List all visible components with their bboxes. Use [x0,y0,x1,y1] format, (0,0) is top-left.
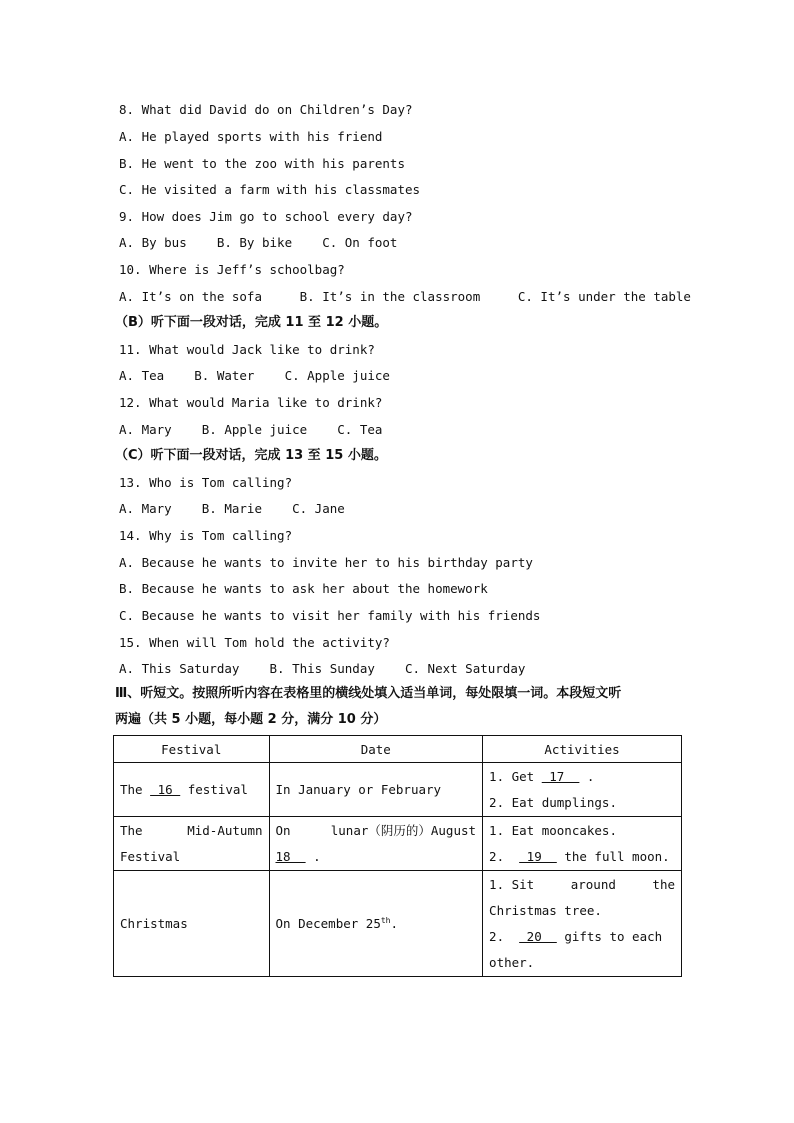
superscript: th [380,915,391,925]
table-row [114,871,682,977]
text: Mid-Autumn [187,822,263,838]
activity: 2. Eat dumplings. [489,794,617,810]
text: 2. [489,848,520,864]
option: A. He played sports with his friend [119,129,383,144]
text: The [120,782,151,797]
option: B. He went to the zoo with his parents [119,156,405,171]
header-activities: Activities [483,736,682,763]
activities-cell [483,871,682,977]
date-line [276,844,477,870]
text: On [275,822,291,838]
text: 1. Get [489,768,542,784]
date-cell [269,817,483,871]
table-header-row [114,736,682,763]
blank-17: 17 [541,768,580,784]
option-row: A. Tea B. Water C. Apple juice [119,368,390,383]
option-row: A. It’s on the sofa B. It’s in the classroom C. It’s under the table [119,289,691,304]
section-3-heading: Ⅲ、听短文。按照所听内容在表格里的横线处填入适当单词，每处限填一词。本段短文听 [115,686,622,701]
option: A. Because he wants to invite her to his birthday party [119,555,533,570]
activities-cell [483,817,682,871]
question-text: 14. Why is Tom calling? [119,528,293,543]
date-cell [269,871,483,977]
question-text: 8. What did David do on Children’s Day? [119,102,413,117]
table-row [114,763,682,817]
activities-cell [483,763,682,817]
text: . [579,768,595,784]
blank-18: 18 [275,848,306,864]
activity-line [489,924,675,950]
question-text: 15. When will Tom hold the activity? [119,635,390,650]
option: C. Because he wants to visit her family with his friends [119,608,541,623]
text: 2. [489,928,520,944]
festival-line [120,818,263,844]
text: On December 25 [275,916,381,932]
festival-cell: Christmas [114,871,270,977]
option-row: A. This Saturday B. This Sunday C. Next Saturday [119,661,526,676]
text: 1. Sit [489,876,535,892]
text: gifts to each [556,928,663,944]
activity [489,764,675,790]
question-text: 10. Where is Jeff’s schoolbag? [119,262,345,277]
question-text: 9. How does Jim go to school every day? [119,209,413,224]
text: the [652,876,675,892]
text: . [390,916,399,932]
activity: 1. Eat mooncakes. [489,822,617,838]
date-line [276,818,477,844]
question-text: 13. Who is Tom calling? [119,475,293,490]
text: . [305,848,321,864]
option: B. Because he wants to ask her about the homework [119,581,488,596]
option-row: A. Mary B. Apple juice C. Tea [119,422,383,437]
text: lunar（阴历的）August [330,822,477,838]
table-row [114,817,682,871]
question-text: 12. What would Maria like to drink? [119,395,383,410]
header-date: Date [269,736,483,763]
option: C. He visited a farm with his classmates [119,182,421,197]
text: around [570,876,616,892]
option-row: A. By bus B. By bike C. On foot [119,235,398,250]
activity-line [489,872,675,898]
header-festival: Festival [114,736,270,763]
text: festival [180,782,248,797]
activity-line: other. [489,954,535,970]
festival-line: Festival [120,848,181,864]
question-text: 11. What would Jack like to drink? [119,342,375,357]
section-c-heading: （C）听下面一段对话，完成 13 至 15 小题。 [115,448,387,463]
option-row: A. Mary B. Marie C. Jane [119,501,345,516]
blank-20: 20 [519,928,557,944]
activity [489,844,675,870]
festival-cell [114,763,270,817]
section-3-heading-cont: 两遍（共 5 小题，每小题 2 分，满分 10 分） [115,712,387,727]
activity-line: Christmas tree. [489,902,602,918]
fill-in-table [113,735,682,977]
blank-19: 19 [519,848,557,864]
text: The [120,822,143,838]
text: the full moon. [556,848,670,864]
section-b-heading: （B）听下面一段对话，完成 11 至 12 小题。 [115,315,388,330]
festival-cell [114,817,270,871]
blank-16: 16 [150,782,181,797]
date-cell: In January or February [269,763,483,817]
